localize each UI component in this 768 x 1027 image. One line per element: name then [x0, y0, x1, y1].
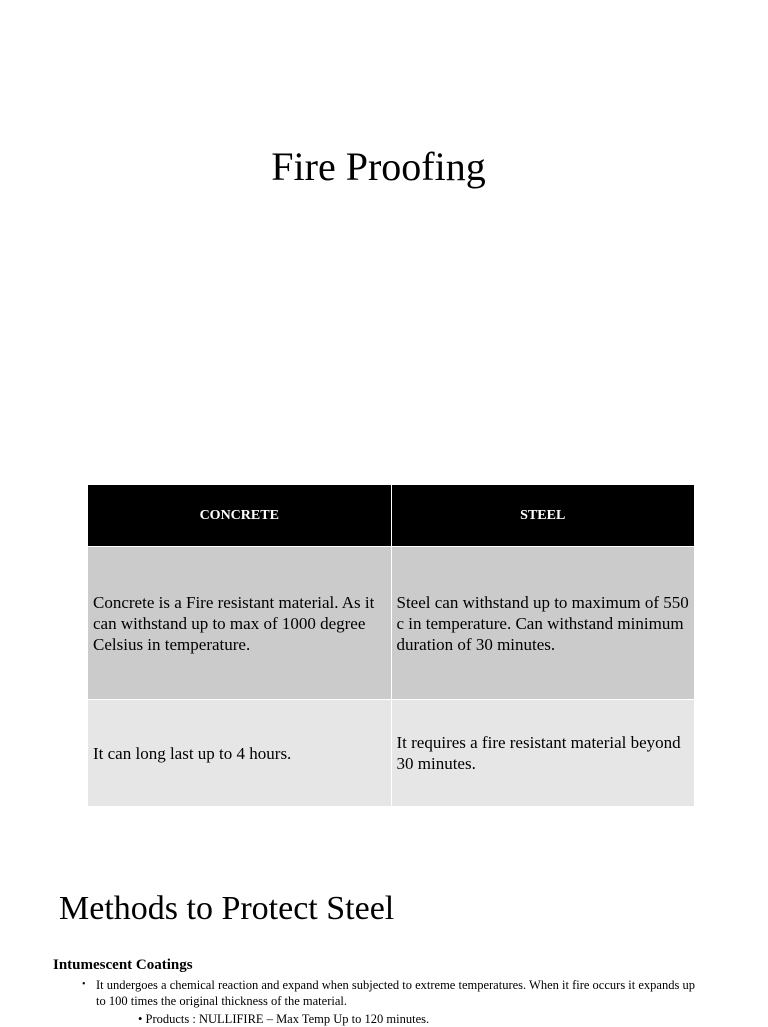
table-row	[88, 700, 694, 807]
page-title: Fire Proofing	[271, 144, 486, 189]
table-row	[88, 547, 694, 700]
table-cell-concrete: It can long last up to 4 hours.	[88, 700, 391, 807]
column-header-concrete: CONCRETE	[88, 485, 391, 547]
subheading-intumescent-coatings: Intumescent Coatings	[53, 957, 193, 973]
comparison-table	[88, 485, 694, 806]
sub-bullet-list	[96, 1011, 700, 1027]
list-item-text: It undergoes a chemical reaction and expand when subjected to extreme temperatures. When it fire occurs it expands up to 100 times the original thickness of the material.	[96, 978, 695, 1008]
table-cell-steel: Steel can withstand up to maximum of 550 c in temperature. Can withstand minimum duration of 30 minutes.	[391, 547, 694, 700]
bullet-list	[80, 977, 700, 1027]
section-heading: Methods to Protect Steel	[59, 890, 395, 927]
list-item	[80, 977, 700, 1027]
bullet-icon: •	[138, 1012, 146, 1026]
table-cell-concrete: Concrete is a Fire resistant material. As it can withstand up to max of 1000 degree Celsius in temperature.	[88, 547, 391, 700]
sub-list-item	[124, 1011, 700, 1027]
table-cell-steel: It requires a fire resistant material beyond 30 minutes.	[391, 700, 694, 807]
bullet-icon: •	[82, 979, 86, 990]
column-header-steel: STEEL	[391, 485, 694, 547]
table-header-row	[88, 485, 694, 547]
sub-list-item-text: Products : NULLIFIRE – Max Temp Up to 120 minutes.	[145, 1012, 430, 1026]
